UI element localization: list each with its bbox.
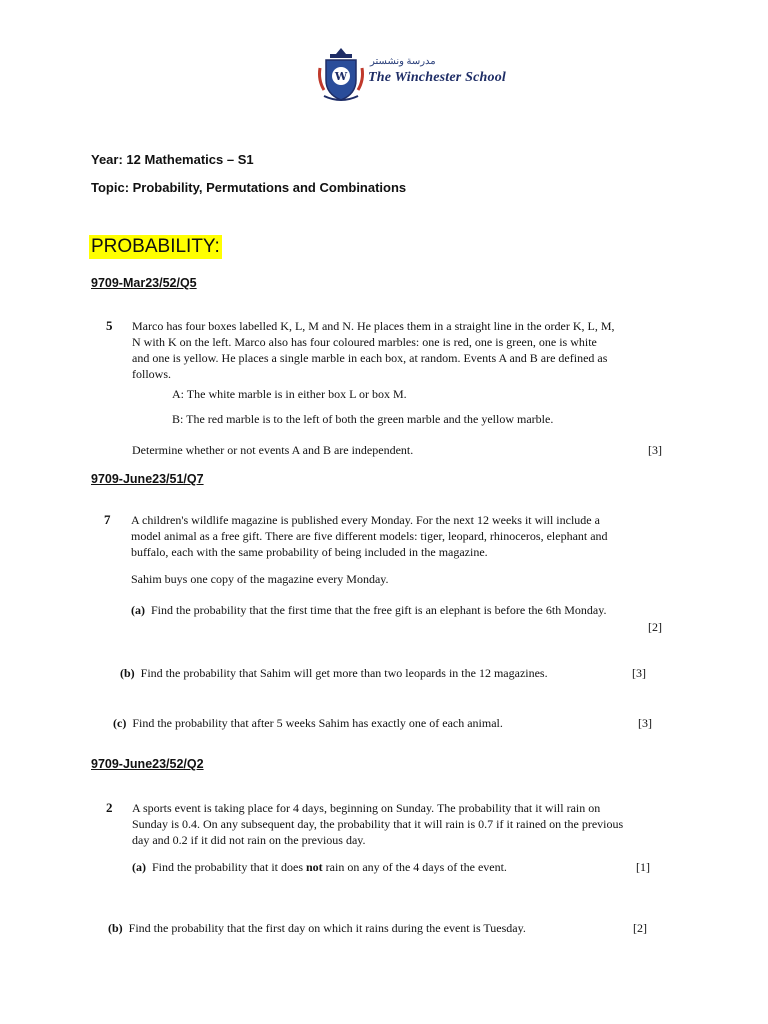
question-ref: 9709-Mar23/52/Q5 <box>91 276 197 290</box>
question-body <box>132 318 672 382</box>
question-body <box>131 512 671 560</box>
part-b <box>108 921 526 936</box>
topic-heading: Topic: Probability, Permutations and Combinations <box>91 180 407 195</box>
part-label: (b) <box>108 921 123 935</box>
part-label: (c) <box>113 716 127 730</box>
part-text: Find the probability that after 5 weeks Sahim has exactly one of each animal. <box>132 716 503 730</box>
logo-school-name: The Winchester School <box>368 70 506 85</box>
question-number: 5 <box>106 318 113 333</box>
marks-label: [3] <box>632 666 646 680</box>
event-b: B: The red marble is to the left of both the green marble and the yellow marble. <box>172 412 554 426</box>
school-crest-icon <box>316 46 366 106</box>
event-a: A: The white marble is in either box L or box M. <box>172 387 407 401</box>
svg-text:W: W <box>334 70 348 83</box>
question-line: N with K on the left. Marco also has four coloured marbles: one is red, one is green, one is white <box>132 335 597 349</box>
question-line: A sports event is taking place for 4 days, beginning on Sunday. The probability that it will rain on <box>132 801 601 815</box>
logo-arabic-text: مدرسة ونشستر <box>370 56 436 67</box>
part-label: (b) <box>120 666 135 680</box>
question-body <box>132 800 672 848</box>
school-logo <box>316 46 506 106</box>
part-label: (a) <box>132 860 146 874</box>
part-label: (a) <box>131 603 145 617</box>
part-text-emphasis: not <box>305 860 323 874</box>
part-c <box>113 716 503 731</box>
question-line: follows. <box>132 367 171 381</box>
part-text: rain on any of the 4 days of the event. <box>322 860 507 874</box>
part-text: Find the probability that Sahim will get more than two leopards in the 12 magazines. <box>140 666 548 680</box>
part-a <box>132 860 507 875</box>
marks-label: [2] <box>633 921 647 935</box>
question-intro: Sahim buys one copy of the magazine every Monday. <box>131 572 389 586</box>
marks-label: [3] <box>638 716 652 730</box>
question-line: Sunday is 0.4. On any subsequent day, the probability that it will rain is 0.7 if it rained on the previous <box>132 817 624 831</box>
marks-label: [2] <box>648 620 662 634</box>
question-number: 7 <box>104 512 111 527</box>
part-a <box>131 603 606 618</box>
question-line: A children's wildlife magazine is published every Monday. For the next 12 weeks it will include a <box>131 513 600 527</box>
part-text: Find the probability that the first day on which it rains during the event is Tuesday. <box>128 921 526 935</box>
year-heading: Year: 12 Mathematics – S1 <box>91 152 254 167</box>
question-number: 2 <box>106 800 113 815</box>
question-line: day and 0.2 if it did not rain on the previous day. <box>132 833 366 847</box>
marks-label: [3] <box>648 443 662 457</box>
part-text: Find the probability that it does <box>152 860 306 874</box>
question-task: Determine whether or not events A and B are independent. <box>132 443 414 457</box>
question-line: buffalo, each with the same probability of being included in the magazine. <box>131 545 488 559</box>
question-ref: 9709-June23/51/Q7 <box>91 472 204 486</box>
part-b <box>120 666 548 681</box>
question-line: and one is yellow. He places a single marble in each box, at random. Events A and B are defined as <box>132 351 608 365</box>
part-text: Find the probability that the first time that the free gift is an elephant is before the 6th Monday. <box>151 603 607 617</box>
question-line: model animal as a free gift. There are five different models: tiger, leopard, rhinoceros, elephant and <box>131 529 608 543</box>
question-ref: 9709-June23/52/Q2 <box>91 757 204 771</box>
marks-label: [1] <box>636 860 650 874</box>
section-title: PROBABILITY: <box>91 236 220 257</box>
question-line: Marco has four boxes labelled K, L, M and N. He places them in a straight line in the order K, L, M, <box>132 319 615 333</box>
